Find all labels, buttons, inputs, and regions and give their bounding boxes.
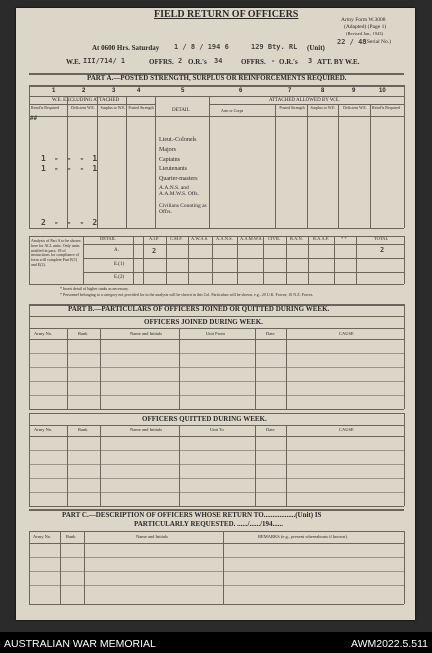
serial-label: (Serial No.) <box>365 39 391 45</box>
joined-vline <box>29 304 30 409</box>
offrs-count: 2 <box>178 57 183 65</box>
analysis-vline <box>188 236 189 284</box>
sub-arm-corps: Arm or Corps <box>221 108 244 113</box>
rank-majors: Majors <box>159 147 176 153</box>
col-num-8: 8 <box>321 88 325 94</box>
partc-bottom-rule <box>29 604 404 605</box>
analysis-civil: CIVIL <box>268 236 280 241</box>
col-num-6: 6 <box>239 88 243 94</box>
rank-quartermasters: Quarter-masters <box>159 176 198 182</box>
partc-vline <box>60 531 61 604</box>
ors-label: O.R.'s <box>188 58 207 66</box>
rank-lieutenants: Lieutenants <box>159 166 187 172</box>
quitted-col-cause: CAUSE <box>339 427 354 432</box>
analysis-total-value: 2 <box>380 246 385 254</box>
form-number: Army Form W.3008 <box>341 17 386 23</box>
analysis-cmf: C.M.F. <box>170 236 183 241</box>
col-num-3: 3 <box>112 88 116 94</box>
quitted-vline <box>404 413 405 506</box>
sub-reinf-left: Reinf'ts Required <box>31 105 59 110</box>
rank-lt-colonels: Lieut.-Colonels <box>159 137 197 143</box>
form-title: FIELD RETURN OF OFFICERS <box>154 9 299 20</box>
col-num-4: 4 <box>137 88 141 94</box>
part-a-bottom-rule <box>29 228 404 229</box>
quitted-vline <box>29 413 30 506</box>
analysis-raaf: R.A.A.F. <box>313 236 330 241</box>
partc-vline <box>223 531 224 604</box>
joined-vline <box>179 328 180 409</box>
joined-col-date: Date <box>266 331 275 336</box>
detail-header: DETAIL <box>172 108 190 113</box>
part-a-vline <box>338 104 339 228</box>
analysis-vline <box>356 236 357 284</box>
col-num-10: 10 <box>379 88 386 94</box>
quitted-row-line <box>29 478 404 479</box>
part-a-vline <box>275 104 276 228</box>
col-num-rule <box>29 96 404 97</box>
partc-vline <box>404 531 405 604</box>
joined-col-unit-from: Unit From <box>206 331 225 336</box>
archive-footer <box>0 632 432 653</box>
part-a-vline <box>307 104 308 228</box>
rank-captains: Captains <box>159 157 180 163</box>
captains-entries: 1 - - - 1 <box>41 154 99 163</box>
part-b-title: PART B.—PARTICULARS OF OFFICERS JOINED OR QUITTED DURING WEEK. <box>68 305 330 313</box>
col-num-5: 5 <box>181 88 185 94</box>
quitted-col-army-no: Army No. <box>34 427 53 432</box>
joined-vline <box>255 328 256 409</box>
analysis-vline <box>166 236 167 284</box>
analysis-aamws: A.A.M.W.S. <box>240 236 263 241</box>
joined-col-name: Name and Initials <box>130 331 162 336</box>
serial-number: 22 / 48 <box>337 38 367 46</box>
sub-header-rule <box>29 116 404 117</box>
handwritten-mark: ## <box>30 115 38 122</box>
sub-surplus-left: Surplus to W.E. <box>100 105 126 110</box>
joined-title-rule <box>29 328 404 329</box>
quitted-vline <box>286 425 287 506</box>
analysis-vline <box>237 236 238 284</box>
part-c-title-rule <box>29 531 404 532</box>
partc-col-rank: Rank <box>66 534 76 539</box>
archive-accession-number: AWM2022.5.511 <box>350 638 428 650</box>
joined-row-line <box>29 395 404 396</box>
quitted-top-rule <box>29 413 404 414</box>
analysis-row-a: A. <box>114 248 119 253</box>
part-a-vline <box>370 104 371 228</box>
analysis-row-e1: E.(1) <box>114 262 125 267</box>
analysis-vline <box>143 236 144 284</box>
we-number: III/714/ 1 <box>83 57 126 65</box>
analysis-vline <box>286 236 287 284</box>
part-c-title-2: PARTICULARLY REQUESTED. ....../....../194...... <box>134 520 284 528</box>
unit-label: (Unit) <box>307 44 325 52</box>
we-label: W.E. <box>66 58 81 66</box>
unit-name: 129 Bty. RL <box>251 43 298 51</box>
quitted-row-line <box>29 450 404 451</box>
sub-deficient-left: Deficient W.E. <box>71 105 95 110</box>
analysis-vline <box>83 236 84 284</box>
analysis-vline <box>263 236 264 284</box>
analysis-vline <box>308 236 309 284</box>
partc-row-line <box>29 571 404 572</box>
form-sheet <box>16 8 415 620</box>
ors-label-2: O.R.'s <box>279 58 298 66</box>
col-num-7: 7 <box>288 88 292 94</box>
part-a-title-rule <box>29 85 404 87</box>
att-label: ATT. BY W.E. <box>317 58 360 66</box>
analysis-note: Analysis of Part A to be shown here for ALL units. Only units notified in para. 18 of instructions for compliance of form will complete Part E(1) and E(2). <box>31 238 81 267</box>
part-b-title-rule <box>29 316 404 317</box>
analysis-footnote-1: * Insert detail of higher ranks as necessary. <box>60 286 129 291</box>
joined-col-army-no: Army No. <box>34 331 53 336</box>
analysis-aif-value: 2 <box>152 247 157 255</box>
quitted-row-line <box>29 464 404 465</box>
analysis-aif: A.I.F. <box>149 236 160 241</box>
rank-civilians: Civilians Counting as Offrs. <box>159 203 207 216</box>
col-num-2: 2 <box>82 88 86 94</box>
partc-col-remarks: REMARKS (e.g., present whereabouts if known). <box>258 534 348 539</box>
analysis-awas: A.W.A.S. <box>191 236 209 241</box>
quitted-col-name: Name and Initials <box>130 427 162 432</box>
analysis-aans: A.A.N.S. <box>216 236 233 241</box>
analysis-row-e2: E.(2) <box>114 275 125 280</box>
quitted-vline <box>255 425 256 506</box>
partc-row-line <box>29 585 404 586</box>
part-a-title: PART A.—POSTED STRENGTH, SURPLUS OR REINFORCEMENTS REQUIRED. <box>87 74 347 82</box>
joined-row-line <box>29 367 404 368</box>
sub-surplus-right: Surplus to W.E. <box>310 105 336 110</box>
quitted-head-rule <box>29 436 404 437</box>
ors-att-count: 3 <box>308 57 313 65</box>
form-revised: (Revised Jan., 1943) <box>346 31 383 36</box>
quitted-vline <box>100 425 101 506</box>
joined-vline <box>404 304 405 409</box>
quitted-col-unit-to: Unit To <box>210 427 224 432</box>
analysis-detail: DETAIL <box>100 236 116 241</box>
analysis-total: TOTAL <box>374 236 389 241</box>
joined-row-line <box>29 353 404 354</box>
analysis-vline <box>29 236 30 284</box>
partc-col-name: Name and Initials <box>136 534 168 539</box>
quitted-col-date: Date <box>266 427 275 432</box>
analysis-vline <box>212 236 213 284</box>
quitted-title-rule <box>29 425 404 426</box>
analysis-vline <box>404 236 405 284</box>
joined-bottom-rule <box>29 409 404 410</box>
offrs-label-2: OFFRS. <box>241 58 266 66</box>
analysis-ran: R.A.N. <box>290 236 303 241</box>
attached-allowed: ATTACHED ALLOWED BY W.E. <box>269 98 340 103</box>
sub-reinf-right: Reinf'ts Required <box>372 105 400 110</box>
analysis-bottom-rule <box>29 284 404 285</box>
offrs-att-count: - <box>271 57 276 65</box>
form-adapted: (Adapted) (Page 1) <box>344 24 387 30</box>
joined-row-line <box>29 381 404 382</box>
archive-name: AUSTRALIAN WAR MEMORIAL <box>4 638 156 650</box>
sub-deficient-right: Deficient W.E. <box>343 105 367 110</box>
joined-vline <box>286 328 287 409</box>
officers-quitted-title: OFFICERS QUITTED DURING WEEK. <box>142 415 267 423</box>
total-entries: 2 - - - 2 <box>41 218 99 227</box>
quitted-vline <box>179 425 180 506</box>
return-date: 1 / 8 / 194 6 <box>174 43 229 51</box>
joined-col-cause: CAUSE <box>339 331 354 336</box>
joined-vline <box>100 328 101 409</box>
analysis-footnote-2: * Personnel belonging to a category not provided for in the analysis will be shown in this Col. Particulars will be shown, e.g., 20 U.K. Forces; 10 N.Z. Forces. <box>60 292 314 297</box>
quitted-bottom-rule <box>29 506 404 507</box>
partc-head-rule <box>29 543 404 544</box>
lieutenants-entries: 1 - - - 1 <box>41 164 99 173</box>
partc-vline <box>84 531 85 604</box>
ors-count: 34 <box>214 57 223 65</box>
joined-vline <box>67 328 68 409</box>
we-excluding-attached: W.E. EXCLUDING ATTACHED <box>52 98 120 103</box>
joined-head-rule <box>29 339 404 340</box>
partc-vline <box>29 531 30 604</box>
sub-posted-left: Posted Strength <box>128 105 154 110</box>
analysis-vline <box>133 236 134 284</box>
part-a-vline <box>155 96 156 228</box>
part-a-vline <box>126 96 127 228</box>
quitted-col-rank: Rank <box>78 427 88 432</box>
sub-posted-right: Posted Strength <box>279 105 305 110</box>
part-c-title-1: PART C.—DESCRIPTION OF OFFICERS WHOSE RETURN TO..................(Unit) IS <box>62 511 322 519</box>
joined-col-rank: Rank <box>78 331 88 336</box>
analysis-vline <box>334 236 335 284</box>
time-line-prefix: At 0600 Hrs. Saturday <box>92 44 160 52</box>
col-num-1: 1 <box>52 88 56 94</box>
col-num-9: 9 <box>352 88 356 94</box>
rank-aans-aamws: A.A.N.S. and A.A.M.W.S. Offs. <box>159 185 199 198</box>
analysis-other: * * <box>341 236 347 241</box>
quitted-row-line <box>29 492 404 493</box>
partc-col-army-no: Army No. <box>33 534 52 539</box>
part-a-vline <box>404 85 405 228</box>
partc-row-line <box>29 557 404 558</box>
officers-joined-title: OFFICERS JOINED DURING WEEK. <box>144 318 263 326</box>
quitted-vline <box>67 425 68 506</box>
part-a-vline <box>29 85 30 228</box>
offrs-label: OFFRS. <box>149 58 174 66</box>
